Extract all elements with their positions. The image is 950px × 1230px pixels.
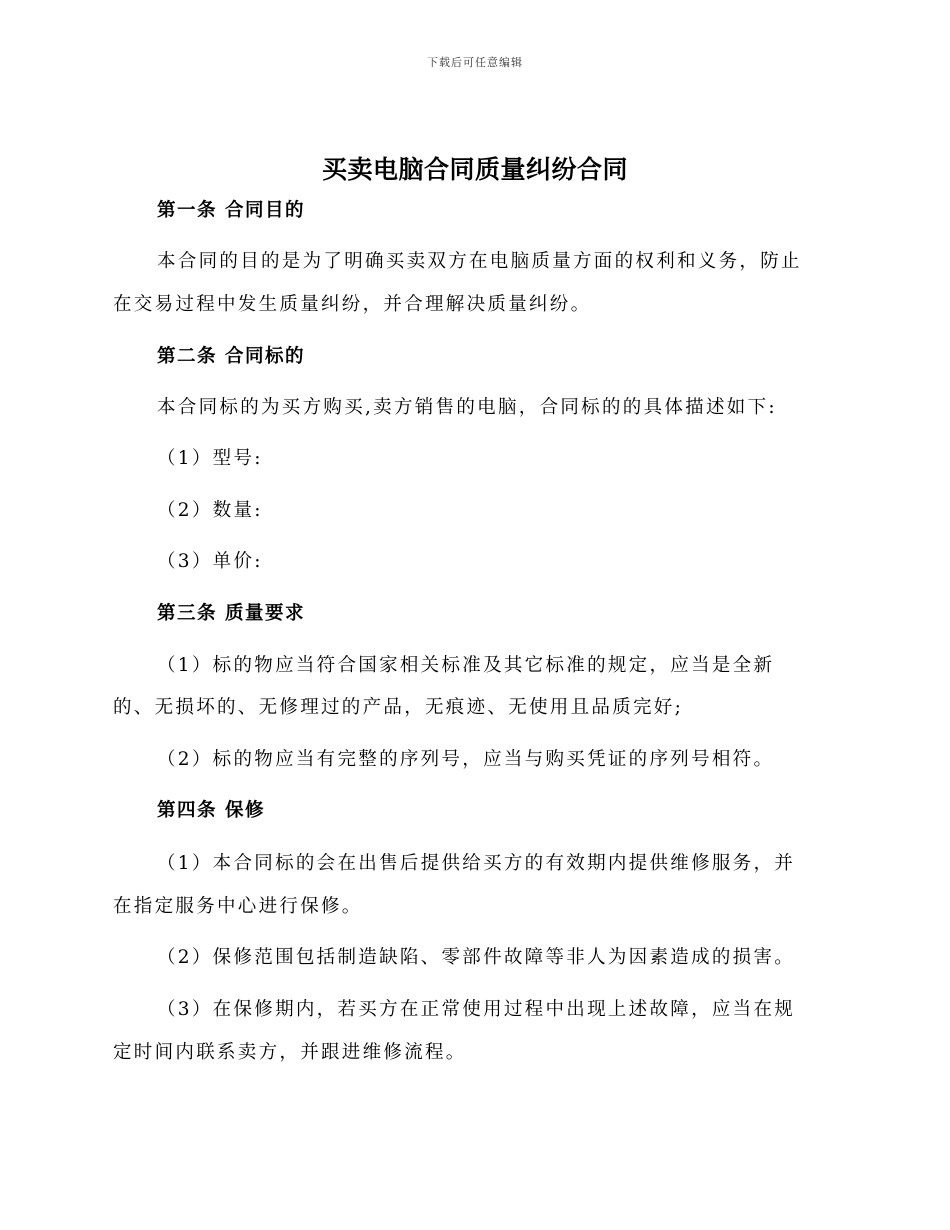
paragraph-line: （2）标的物应当有完整的序列号，应当与购买凭证的序列号相符。: [157, 749, 775, 770]
paragraph-line: （2）保修范围包括制造缺陷、零部件故障等非人为因素造成的损害。: [157, 947, 796, 968]
paragraph-line: 在交易过程中发生质量纠纷，并合理解决质量纠纷。: [113, 294, 592, 315]
paragraph-line: （3）在保修期内，若买方在正常使用过程中出现上述故障，应当在规: [157, 999, 796, 1020]
section-heading-2: 第二条 合同标的: [157, 346, 305, 367]
list-item-model: （1）型号:: [157, 448, 263, 469]
paragraph-line: （1）标的物应当符合国家相关标准及其它标准的规定，应当是全新: [157, 655, 775, 676]
list-item-quantity: （2）数量:: [157, 500, 263, 521]
section-heading-1: 第一条 合同目的: [157, 200, 305, 221]
paragraph-line: 定时间内联系卖方，并跟进维修流程。: [113, 1042, 467, 1063]
paragraph-line: 在指定服务中心进行保修。: [113, 896, 363, 917]
section-heading-4: 第四条 保修: [157, 800, 265, 821]
paragraph-line: （1）本合同标的会在出售后提供给买方的有效期内提供维修服务，并: [157, 853, 796, 874]
section-heading-3: 第三条 质量要求: [157, 603, 305, 624]
paragraph-line: 的、无损坏的、无修理过的产品，无痕迹、无使用且品质完好;: [113, 697, 684, 718]
paragraph-line: 本合同标的为买方购买,卖方销售的电脑，合同标的的具体描述如下:: [157, 397, 777, 418]
list-item-price: （3）单价:: [157, 551, 263, 572]
document-title: 买卖电脑合同质量纠纷合同: [321, 155, 628, 184]
paragraph-line: 本合同的目的是为了明确买卖双方在电脑质量方面的权利和义务，防止: [157, 251, 802, 272]
page-header: 下载后可任意编辑: [427, 56, 523, 69]
